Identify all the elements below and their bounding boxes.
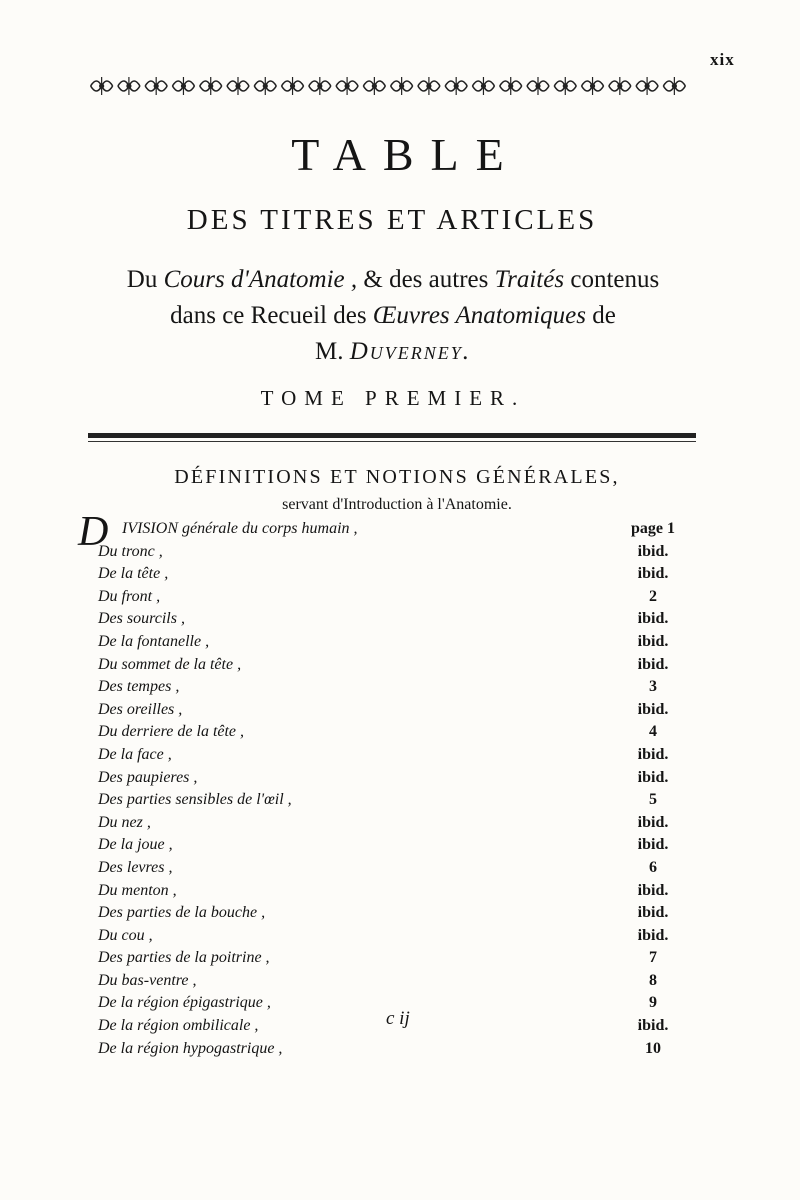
toc-entry-label: De la région hypogastrique , bbox=[98, 1039, 283, 1057]
intro-italic: Traités bbox=[494, 266, 565, 293]
divider-rule-thin bbox=[88, 441, 696, 442]
toc-entry bbox=[88, 880, 700, 903]
toc-entry-label: De la tête , bbox=[98, 565, 169, 583]
fleuron-ornament bbox=[336, 77, 358, 95]
fleuron-ornament bbox=[472, 77, 494, 95]
toc-page-ref: ibid. bbox=[637, 813, 669, 831]
toc-entry-label: Du derriere de la tête , bbox=[98, 723, 245, 741]
toc-entry bbox=[88, 970, 700, 993]
toc-entry-label: Des parties de la poitrine , bbox=[98, 949, 270, 967]
intro-italic: Œuvres Anatomiques bbox=[372, 302, 586, 329]
intro-word: dans ce Recueil des bbox=[170, 302, 367, 329]
fleuron-ornament bbox=[200, 77, 222, 95]
intro-paragraph bbox=[88, 262, 698, 370]
page-title: TABLE bbox=[291, 129, 521, 180]
intro-word: contenus bbox=[570, 266, 660, 293]
toc-entry bbox=[88, 902, 700, 925]
fleuron-ornament bbox=[418, 77, 440, 95]
toc-page-ref: ibid. bbox=[637, 632, 669, 650]
volume-label: TOME PREMIER. bbox=[260, 386, 526, 410]
fleuron-ornament bbox=[500, 77, 522, 95]
fleuron-ornament bbox=[391, 77, 413, 95]
toc-page-ref: ibid. bbox=[637, 904, 669, 922]
drop-capital: D bbox=[78, 509, 109, 555]
toc-entry-label: Des parties de la bouche , bbox=[98, 904, 266, 922]
toc-entry bbox=[88, 699, 700, 722]
toc-entry-label: Des levres , bbox=[98, 858, 173, 876]
toc-page-ref: ibid. bbox=[637, 745, 669, 763]
toc-page-ref: ibid. bbox=[637, 1017, 669, 1035]
toc-page-ref: ibid. bbox=[637, 610, 669, 628]
toc-entry-label: De la face , bbox=[98, 745, 172, 763]
toc-entry bbox=[88, 631, 700, 654]
toc-entry-label: De la fontanelle , bbox=[98, 632, 210, 650]
page-subtitle: DES TITRES ET ARTICLES bbox=[186, 204, 598, 236]
toc-entry bbox=[88, 925, 700, 948]
toc-page-ref: 7 bbox=[649, 949, 657, 967]
toc-entry bbox=[88, 767, 700, 790]
toc-entry-label: De la joue , bbox=[98, 836, 173, 854]
toc-entry bbox=[88, 654, 700, 677]
toc-page-ref: 2 bbox=[649, 587, 657, 605]
page-number: xix bbox=[710, 50, 735, 69]
toc-entry bbox=[88, 812, 700, 835]
fleuron-ornament bbox=[582, 77, 604, 95]
fleuron-ornament bbox=[91, 77, 113, 95]
toc-entry-label: Du front , bbox=[98, 587, 161, 605]
intro-italic: Cours d'Anatomie , bbox=[163, 266, 358, 293]
toc-page-ref: ibid. bbox=[637, 542, 669, 560]
intro-word: Du bbox=[126, 266, 158, 293]
toc-entry-label: IVISION générale du corps humain , bbox=[122, 520, 358, 537]
fleuron-ornament bbox=[172, 77, 194, 95]
fleuron-ornament bbox=[636, 77, 658, 95]
toc-entry bbox=[88, 608, 700, 631]
toc-entry bbox=[88, 947, 700, 970]
toc-page-ref: 8 bbox=[649, 971, 657, 989]
toc-entry-label: Des oreilles , bbox=[98, 700, 183, 718]
toc-page-ref: 4 bbox=[649, 723, 657, 741]
toc-page-ref: ibid. bbox=[637, 768, 669, 786]
toc-page-ref: ibid. bbox=[637, 926, 669, 944]
toc-page-ref: 3 bbox=[649, 678, 657, 696]
toc-entry-label: Des tempes , bbox=[98, 678, 180, 696]
fleuron-ornament bbox=[363, 77, 385, 95]
toc-entry-label: De la région épigastrique , bbox=[98, 994, 271, 1012]
intro-word: M. bbox=[314, 338, 344, 365]
signature-mark: c ij bbox=[386, 1008, 410, 1029]
toc-entry-label: Des parties sensibles de l'œil , bbox=[98, 791, 292, 809]
toc-entry-label: Du tronc , bbox=[98, 542, 163, 560]
toc-page-ref: 5 bbox=[649, 791, 657, 809]
toc-entry-label: Du nez , bbox=[98, 813, 151, 831]
fleuron-ornament bbox=[227, 77, 249, 95]
ornament-band bbox=[88, 74, 688, 98]
fleuron-ornament bbox=[309, 77, 331, 95]
toc-page-ref: ibid. bbox=[637, 836, 669, 854]
fleuron-ornament bbox=[282, 77, 304, 95]
toc-page-ref: page 1 bbox=[631, 520, 675, 537]
toc-entry bbox=[88, 744, 700, 767]
toc-entry bbox=[88, 676, 700, 699]
toc-entry-label: Du sommet de la tête , bbox=[98, 655, 242, 673]
fleuron-ornament bbox=[445, 77, 467, 95]
section-subheading: servant d'Introduction à l'Anatomie. bbox=[282, 496, 512, 513]
toc-page-ref: 9 bbox=[649, 994, 657, 1012]
intro-word: de bbox=[592, 302, 616, 329]
fleuron-ornament bbox=[118, 77, 140, 95]
fleuron-ornament bbox=[145, 77, 167, 95]
toc-entry bbox=[88, 789, 700, 812]
toc-entry bbox=[88, 586, 700, 609]
fleuron-ornament bbox=[254, 77, 276, 95]
toc-page-ref: ibid. bbox=[637, 881, 669, 899]
author-name: Duverney. bbox=[349, 338, 472, 365]
toc-entry-label: Du menton , bbox=[98, 881, 177, 899]
toc-entry-label: Du bas-ventre , bbox=[98, 971, 197, 989]
toc-entry-label: De la région ombilicale , bbox=[98, 1017, 259, 1035]
divider-rule-thick bbox=[88, 433, 696, 438]
toc-entry bbox=[88, 1038, 700, 1061]
toc-entry bbox=[88, 563, 700, 586]
toc-entry bbox=[88, 857, 700, 880]
fleuron-ornament bbox=[663, 77, 685, 95]
toc-page-ref: ibid. bbox=[637, 700, 669, 718]
toc-entry bbox=[88, 541, 700, 564]
table-of-contents bbox=[78, 509, 700, 1060]
toc-entry-label: Des paupieres , bbox=[98, 768, 198, 786]
toc-page-ref: 10 bbox=[645, 1039, 661, 1057]
toc-entry bbox=[88, 834, 700, 857]
toc-entry-label: Des sourcils , bbox=[98, 610, 185, 628]
toc-page-ref: ibid. bbox=[637, 655, 669, 673]
toc-entry bbox=[88, 721, 700, 744]
toc-page-ref: ibid. bbox=[637, 565, 669, 583]
section-heading: DÉFINITIONS ET NOTIONS GÉNÉRALES, bbox=[174, 466, 620, 488]
fleuron-ornament bbox=[609, 77, 631, 95]
fleuron-ornament bbox=[554, 77, 576, 95]
intro-word: & des autres bbox=[363, 266, 489, 293]
toc-page-ref: 6 bbox=[649, 858, 657, 876]
fleuron-ornament bbox=[527, 77, 549, 95]
toc-entry-label: Du cou , bbox=[98, 926, 153, 944]
